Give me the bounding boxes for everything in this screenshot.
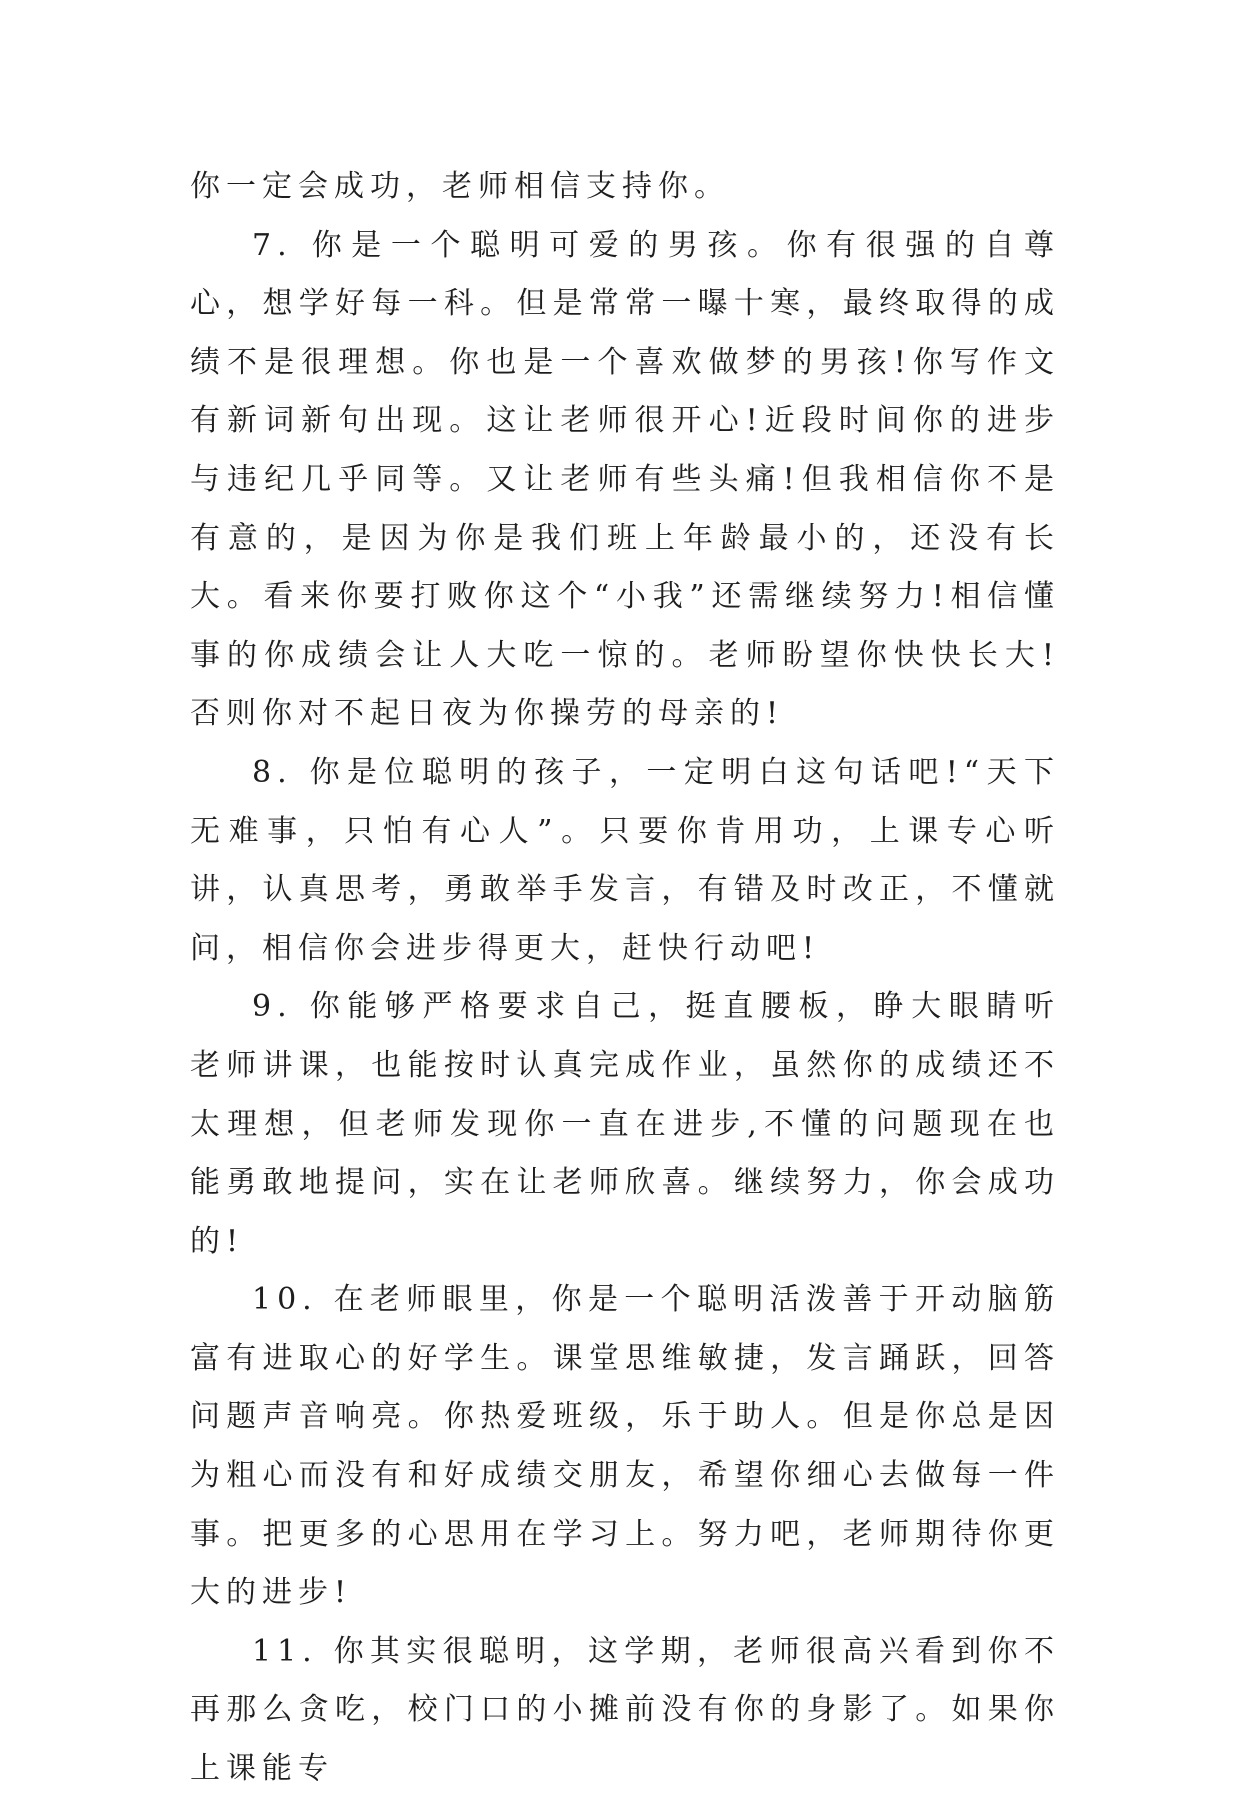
- paragraph-comment-11: 11. 你其实很聪明，这学期，老师很高兴看到你不再那么贪吃，校门口的小摊前没有你的身影了。如果你上课能专: [190, 1633, 1060, 1787]
- paragraph-comment-8: 8. 你是位聪明的孩子，一定明白这句话吧!“天下无难事，只怕有心人”。只要你肯用功，上课专心听讲，认真思考，勇敢举手发言，有错及时改正，不懂就问，相信你会进步得更大，赶快行动吧!: [190, 754, 1060, 966]
- document-body: [190, 158, 1060, 1799]
- paragraph-comment-10: 10. 在老师眼里，你是一个聪明活泼善于开动脑筋富有进取心的好学生。课堂思维敏捷，发言踊跃，回答问题声音响亮。你热爱班级，乐于助人。但是你总是因为粗心而没有和好成绩交朋友，希望你细心去做每一件事。把更多的心思用在学习上。努力吧，老师期待你更大的进步!: [190, 1282, 1060, 1611]
- paragraph-continuation: 你一定会成功，老师相信支持你。: [190, 169, 730, 204]
- paragraph-comment-9: 9. 你能够严格要求自己，挺直腰板，睁大眼睛听老师讲课，也能按时认真完成作业，虽然你的成绩还不太理想，但老师发现你一直在进步,不懂的问题现在也能勇敢地提问，实在让老师欣喜。继续努力，你会成功的!: [190, 989, 1060, 1259]
- paragraph-comment-7: 7. 你是一个聪明可爱的男孩。你有很强的自尊心，想学好每一科。但是常常一曝十寒，最终取得的成绩不是很理想。你也是一个喜欢做梦的男孩!你写作文有新词新句出现。这让老师很开心!近段时间你的进步与违纪几乎同等。又让老师有些头痛!但我相信你不是有意的，是因为你是我们班上年龄最小的，还没有长大。看来你要打败你这个“小我”还需继续努力!相信懂事的你成绩会让人大吃一惊的。老师盼望你快快长大!否则你对不起日夜为你操劳的母亲的!: [190, 227, 1060, 732]
